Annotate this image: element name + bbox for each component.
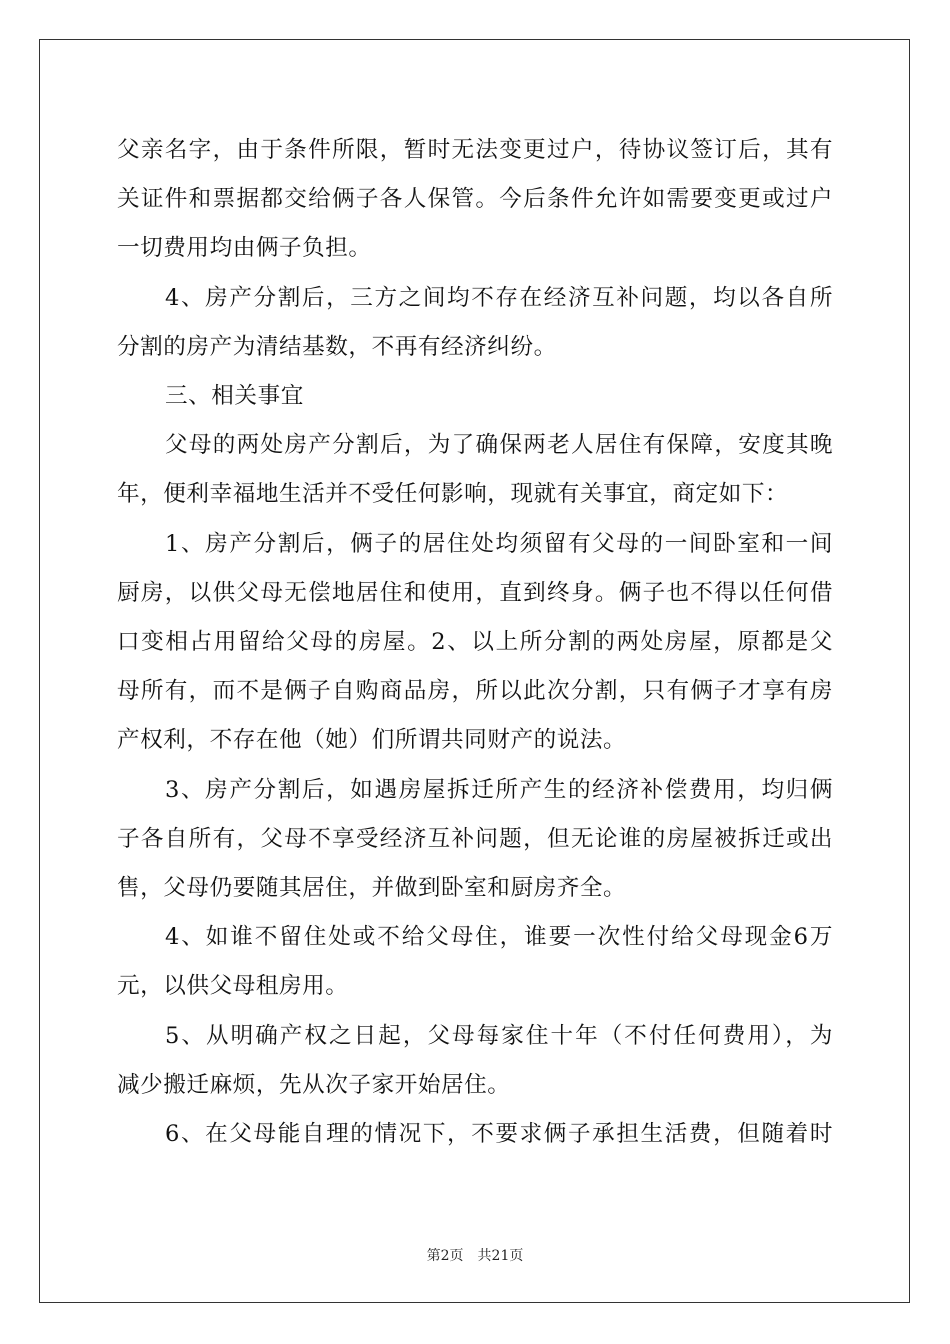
text-line: 三、相关事宜 xyxy=(165,383,304,409)
text-line: 元，以供父母租房用。 xyxy=(117,973,349,1000)
text-line: 父母的两处房产分割后，为了确保两老人居住有保障，安度其晚 xyxy=(165,432,833,459)
text-line: 4、如谁不留住处或不给父母住，谁要一次性付给父母现金6万 xyxy=(165,924,833,951)
text-line: 3、房产分割后，如遇房屋拆迁所产生的经济补偿费用，均归俩 xyxy=(165,776,833,803)
text-line: 一切费用均由俩子负担。 xyxy=(117,235,372,262)
page-footer xyxy=(0,1245,950,1265)
text-line: 售，父母仍要随其居住，并做到卧室和厨房齐全。 xyxy=(117,875,627,901)
text-line: 父亲名字，由于条件所限，暂时无法变更过户，待协议签订后，其有 xyxy=(117,137,833,163)
text-line: 关证件和票据都交给俩子各人保管。今后条件允许如需要变更或过户 xyxy=(117,186,833,213)
text-line: 母所有，而不是俩子自购商品房，所以此次分割，只有俩子才享有房 xyxy=(117,678,833,705)
text-line: 产权利，不存在他（她）们所谓共同财产的说法。 xyxy=(117,727,627,754)
page-number: 第2页 xyxy=(426,1248,464,1264)
text-line: 6、在父母能自理的情况下，不要求俩子承担生活费，但随着时 xyxy=(165,1121,833,1147)
text-line: 子各自所有，父母不享受经济互补问题，但无论谁的房屋被拆迁或出 xyxy=(117,825,833,852)
text-line: 1、房产分割后，俩子的居住处均须留有父母的一间卧室和一间 xyxy=(165,530,833,557)
total-pages: 共21页 xyxy=(477,1248,524,1264)
text-line: 厨房，以供父母无偿地居住和使用，直到终身。俩子也不得以任何借 xyxy=(117,579,833,606)
text-line: 分割的房产为清结基数，不再有经济纠纷。 xyxy=(117,333,557,360)
text-line: 口变相占用留给父母的房屋。2、以上所分割的两处房屋，原都是父 xyxy=(117,629,833,655)
text-line: 4、房产分割后，三方之间均不存在经济互补问题，均以各自所 xyxy=(165,284,833,311)
text-line: 年，便利幸福地生活并不受任何影响，现就有关事宜，商定如下： xyxy=(117,481,789,508)
text-line: 减少搬迁麻烦，先从次子家开始居住。 xyxy=(117,1071,511,1098)
text-line: 5、从明确产权之日起，父母每家住十年（不付任何费用），为 xyxy=(165,1022,833,1049)
